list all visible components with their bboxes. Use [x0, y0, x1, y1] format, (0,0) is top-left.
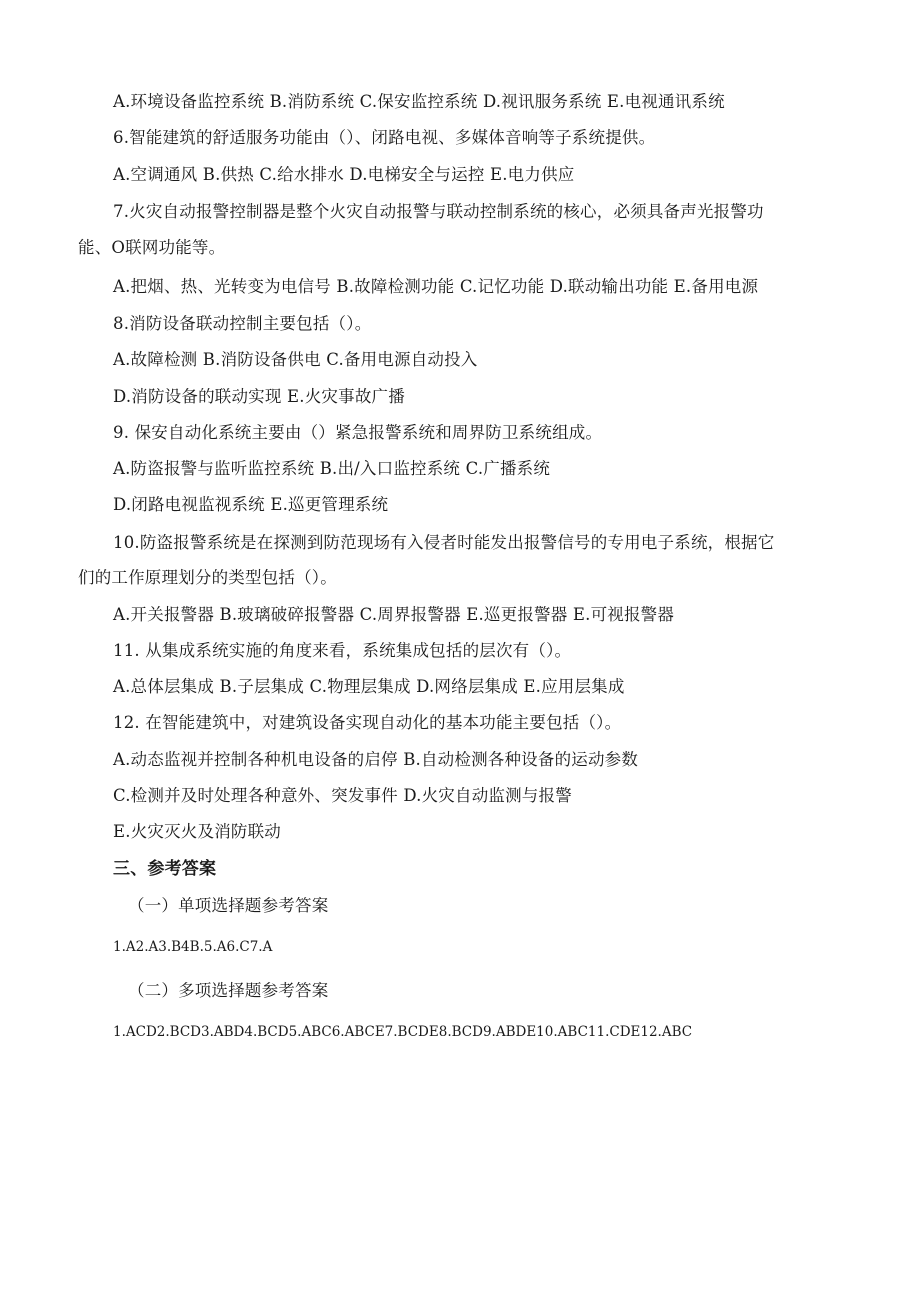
- q12-options-line3: E.火灾灭火及消防联动: [113, 822, 281, 841]
- q11-text: 11. 从集成系统实施的角度来看，系统集成包括的层次有（）。: [113, 641, 572, 660]
- q12-options-line2: C.检测并及时处理各种意外、突发事件 D.火灾自动监测与报警: [113, 786, 572, 805]
- q6-options: A.空调通风 B.供热 C.给水排水 D.电梯安全与运控 E.电力供应: [113, 165, 575, 184]
- q11-options: A.总体层集成 B.子层集成 C.物理层集成 D.网络层集成 E.应用层集成: [113, 677, 625, 696]
- q7-text-line2: 能、O联网功能等。: [78, 238, 226, 257]
- q10-options: A.开关报警器 B.玻璃破碎报警器 C.周界报警器 E.巡更报警器 E.可视报警器: [113, 605, 675, 624]
- q9-text: 9. 保安自动化系统主要由（）紧急报警系统和周界防卫系统组成。: [113, 423, 603, 442]
- q9-options-line2: D.闭路电视监视系统 E.巡更管理系统: [113, 495, 389, 514]
- section-heading-answers: 三、参考答案: [113, 859, 217, 879]
- q5-options: A.环境设备监控系统 B.消防系统 C.保安监控系统 D.视讯服务系统 E.电视通讯系统: [113, 92, 725, 111]
- q12-text: 12. 在智能建筑中，对建筑设备实现自动化的基本功能主要包括（）。: [113, 713, 622, 732]
- q7-options: A.把烟、热、光转变为电信号 B.故障检测功能 C.记忆功能 D.联动输出功能 E.备用电源: [113, 277, 759, 296]
- q8-options-line2: D.消防设备的联动实现 E.火灾事故广播: [113, 387, 405, 406]
- q10-text-line2: 们的工作原理划分的类型包括（）。: [78, 568, 337, 587]
- subheading-multiple-choice: （二）多项选择题参考答案: [128, 981, 329, 1000]
- q8-options-line1: A.故障检测 B.消防设备供电 C.备用电源自动投入: [113, 350, 478, 369]
- q7-text-line1: 7.火灾自动报警控制器是整个火灾自动报警与联动控制系统的核心，必须具备声光报警功: [113, 202, 764, 221]
- subheading-single-choice: （一）单项选择题参考答案: [128, 896, 329, 915]
- answers-multiple-choice: 1.ACD2.BCD3.ABD4.BCD5.ABC6.ABCE7.BCDE8.BCD9.ABDE10.ABC11.CDE12.ABC: [113, 1024, 693, 1040]
- q8-text: 8.消防设备联动控制主要包括（）。: [113, 314, 372, 333]
- q10-text-line1: 10.防盗报警系统是在探测到防范现场有入侵者时能发出报警信号的专用电子系统，根据它: [113, 533, 775, 552]
- q6-text: 6.智能建筑的舒适服务功能由（）、闭路电视、多媒体音响等子系统提供。: [113, 128, 656, 147]
- q12-options-line1: A.动态监视并控制各种机电设备的启停 B.自动检测各种设备的运动参数: [113, 750, 639, 769]
- answers-single-choice: 1.A2.A3.B4B.5.A6.C7.A: [113, 939, 273, 955]
- q9-options-line1: A.防盗报警与监听监控系统 B.出/入口监控系统 C.广播系统: [113, 459, 551, 478]
